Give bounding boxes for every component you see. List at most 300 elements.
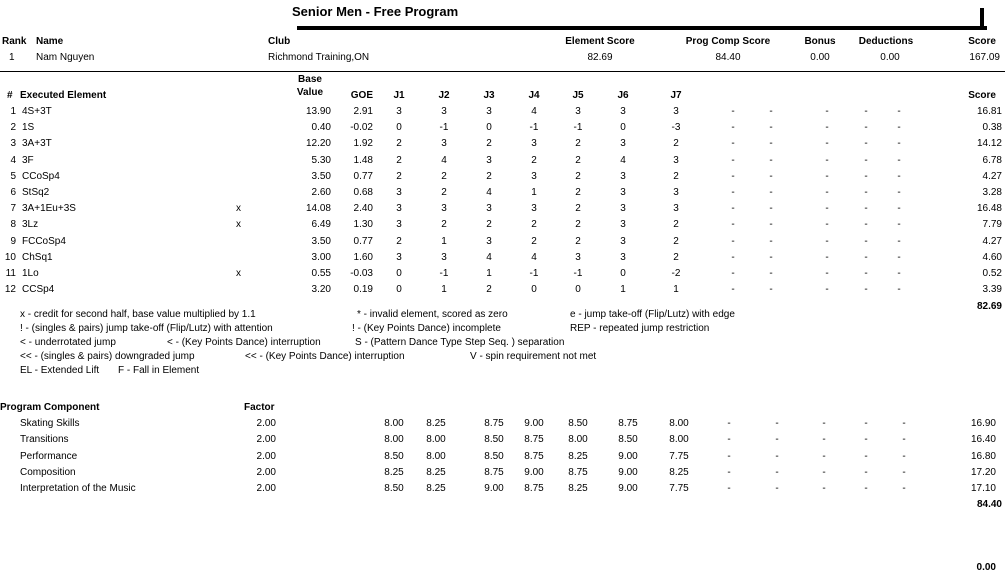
empty-judge-dash: -: [769, 268, 773, 279]
element-judge-7: 1: [673, 284, 679, 296]
element-judge-7: 3: [673, 154, 679, 166]
element-goe: 0.19: [353, 284, 373, 296]
component-factor: 2.00: [256, 450, 276, 462]
element-judge-4: 4: [531, 106, 537, 117]
empty-judge-dash: -: [864, 170, 868, 182]
legend-item: << - (singles & pairs) downgraded jump: [20, 351, 195, 362]
empty-judge-dash: -: [902, 450, 906, 462]
element-num: 6: [10, 187, 16, 198]
element-base-value: 2.60: [311, 187, 331, 198]
empty-judge-dash: -: [825, 106, 829, 117]
program-component-header: Program Component: [0, 402, 100, 413]
component-judge-7: 7.75: [669, 450, 689, 462]
element-judge-3: 2: [486, 170, 492, 182]
component-name: Transitions: [20, 434, 69, 446]
element-base-value: 13.90: [305, 106, 331, 117]
element-name: 3A+1Eu+3S: [22, 203, 76, 215]
element-judge-1: 2: [396, 138, 402, 150]
element-judge-3: 2: [486, 219, 492, 231]
element-judge-5: 0: [575, 284, 581, 296]
legend-item: * - invalid element, scored as zero: [357, 309, 508, 320]
empty-judge-dash: -: [897, 106, 901, 117]
empty-judge-dash: -: [864, 203, 868, 215]
element-judge-6: 4: [620, 154, 626, 166]
base-value-header-line1: Base: [298, 74, 322, 85]
empty-judge-dash: -: [769, 284, 773, 296]
component-judge-7: 7.75: [669, 483, 689, 495]
element-judge-1: 2: [396, 154, 402, 166]
empty-judge-dash: -: [822, 483, 826, 495]
element-name: 3Lz: [22, 219, 39, 231]
component-judge-3: 8.75: [484, 466, 504, 478]
element-num: 9: [10, 235, 16, 247]
element-judge-7: 3: [673, 203, 679, 215]
element-judge-6: 3: [620, 170, 626, 182]
empty-judge-dash: -: [775, 466, 779, 478]
empty-judge-dash: -: [825, 235, 829, 247]
element-name: StSq2: [22, 187, 50, 198]
component-judge-6: 8.75: [618, 418, 638, 429]
empty-judge-dash: -: [731, 106, 735, 117]
name-header: Name: [36, 36, 64, 47]
element-goe: 0.68: [353, 187, 373, 198]
element-judge-1: 0: [396, 268, 402, 279]
component-judge-1: 8.00: [384, 418, 404, 429]
element-judge-7: -3: [671, 122, 681, 134]
club-header: Club: [268, 36, 291, 47]
empty-judge-dash: -: [897, 170, 901, 182]
empty-judge-dash: -: [769, 106, 773, 117]
component-score: 17.10: [970, 483, 996, 495]
element-judge-4: -1: [529, 268, 539, 279]
prog-comp-score-header: Prog Comp Score: [685, 36, 771, 47]
empty-judge-dash: -: [822, 450, 826, 462]
component-judge-2: 8.25: [426, 418, 446, 429]
element-judge-5: 2: [575, 154, 581, 166]
component-factor: 2.00: [256, 483, 276, 495]
empty-judge-dash: -: [822, 466, 826, 478]
judge-header-7: J7: [670, 90, 682, 101]
empty-judge-dash: -: [769, 251, 773, 263]
header-divider: [0, 71, 1005, 72]
element-judge-4: 1: [531, 187, 537, 198]
empty-judge-dash: -: [775, 483, 779, 495]
component-judge-4: 8.75: [524, 434, 544, 446]
empty-judge-dash: -: [731, 235, 735, 247]
element-judge-5: -1: [573, 122, 583, 134]
element-judge-2: 1: [441, 284, 447, 296]
element-num: 8: [10, 219, 16, 231]
empty-judge-dash: -: [731, 122, 735, 134]
element-num: 11: [5, 268, 16, 279]
empty-judge-dash: -: [731, 251, 735, 263]
empty-judge-dash: -: [825, 251, 829, 263]
element-judge-2: 2: [441, 219, 447, 231]
component-judge-5: 8.75: [568, 466, 588, 478]
element-judge-5: 2: [575, 170, 581, 182]
component-judge-2: 8.25: [426, 483, 446, 495]
legend-item: ! - (Key Points Dance) incomplete: [352, 323, 501, 334]
component-factor: 2.00: [256, 466, 276, 478]
component-score: 16.90: [970, 418, 996, 429]
element-score: 3.28: [982, 187, 1002, 198]
element-judge-2: -1: [439, 122, 449, 134]
component-judge-2: 8.00: [426, 450, 446, 462]
element-judge-5: 2: [575, 235, 581, 247]
legend-item: < - underrotated jump: [20, 337, 116, 348]
element-name: 4S+3T: [22, 106, 52, 117]
empty-judge-dash: -: [727, 483, 731, 495]
element-judge-2: 3: [441, 251, 447, 263]
empty-judge-dash: -: [897, 284, 901, 296]
empty-judge-dash: -: [775, 434, 779, 446]
element-judge-6: 3: [620, 235, 626, 247]
element-name: 1Lo: [22, 268, 39, 279]
element-judge-4: 2: [531, 154, 537, 166]
element-judge-2: 3: [441, 203, 447, 215]
empty-judge-dash: -: [897, 122, 901, 134]
component-judge-3: 8.50: [484, 434, 504, 446]
element-base-value: 12.20: [305, 138, 331, 150]
element-num: 10: [4, 251, 16, 263]
empty-judge-dash: -: [769, 235, 773, 247]
component-name: Interpretation of the Music: [20, 483, 136, 495]
title-rule-end: [980, 8, 984, 30]
element-total: 82.69: [976, 301, 1002, 312]
empty-judge-dash: -: [897, 219, 901, 231]
element-judge-3: 2: [486, 138, 492, 150]
element-base-value: 3.00: [311, 251, 331, 263]
element-num: 3: [10, 138, 16, 150]
element-base-value: 0.40: [311, 122, 331, 134]
element-judge-6: 0: [620, 122, 626, 134]
bonus-header: Bonus: [804, 36, 836, 47]
element-judge-5: 2: [575, 138, 581, 150]
skater-element-score: 82.69: [587, 52, 613, 63]
element-second-half-mark: x: [236, 203, 241, 215]
element-judge-5: -1: [573, 268, 583, 279]
empty-judge-dash: -: [825, 170, 829, 182]
empty-judge-dash: -: [731, 138, 735, 150]
element-judge-6: 3: [620, 187, 626, 198]
element-judge-1: 3: [396, 187, 402, 198]
empty-judge-dash: -: [864, 122, 868, 134]
element-goe: 0.77: [353, 170, 373, 182]
empty-judge-dash: -: [897, 251, 901, 263]
empty-judge-dash: -: [731, 219, 735, 231]
base-value-header-line2: Value: [296, 87, 324, 98]
legend-item: EL - Extended Lift: [20, 365, 100, 376]
empty-judge-dash: -: [897, 268, 901, 279]
element-judge-2: 3: [441, 106, 447, 117]
component-score: 16.40: [970, 434, 996, 446]
element-judge-7: 3: [673, 106, 679, 117]
component-score: 17.20: [970, 466, 996, 478]
judge-header-3: J3: [483, 90, 495, 101]
component-judge-6: 9.00: [618, 466, 638, 478]
element-judge-6: 0: [620, 268, 626, 279]
element-judge-2: -1: [439, 268, 449, 279]
element-score: 4.27: [982, 235, 1002, 247]
element-name: FCCoSp4: [22, 235, 66, 247]
element-judge-1: 3: [396, 203, 402, 215]
score-header: Score: [968, 36, 996, 47]
empty-judge-dash: -: [775, 450, 779, 462]
judge-header-5: J5: [572, 90, 584, 101]
legend-item: V - spin requirement not met: [470, 351, 597, 362]
component-judge-3: 8.50: [484, 450, 504, 462]
component-judge-3: 9.00: [484, 483, 504, 495]
element-num-header: #: [7, 90, 13, 101]
component-judge-4: 8.75: [524, 450, 544, 462]
empty-judge-dash: -: [864, 235, 868, 247]
element-judge-6: 3: [620, 203, 626, 215]
element-judge-4: -1: [529, 122, 539, 134]
element-score: 3.39: [982, 284, 1002, 296]
empty-judge-dash: -: [897, 138, 901, 150]
component-judge-5: 8.00: [568, 434, 588, 446]
element-judge-4: 4: [531, 251, 537, 263]
rank-header: Rank: [2, 36, 27, 47]
deductions-header: Deductions: [858, 36, 914, 47]
element-judge-4: 0: [531, 284, 537, 296]
element-judge-1: 3: [396, 106, 402, 117]
element-num: 1: [10, 106, 16, 117]
component-judge-5: 8.25: [568, 483, 588, 495]
component-judge-1: 8.00: [384, 434, 404, 446]
empty-judge-dash: -: [864, 483, 868, 495]
element-num: 7: [10, 203, 16, 215]
empty-judge-dash: -: [864, 154, 868, 166]
empty-judge-dash: -: [825, 203, 829, 215]
empty-judge-dash: -: [727, 434, 731, 446]
skater-score: 167.09: [969, 52, 1000, 63]
empty-judge-dash: -: [731, 268, 735, 279]
empty-judge-dash: -: [825, 122, 829, 134]
element-judge-3: 3: [486, 203, 492, 215]
empty-judge-dash: -: [727, 418, 731, 429]
element-score: 7.79: [982, 219, 1002, 231]
empty-judge-dash: -: [825, 284, 829, 296]
element-judge-6: 3: [620, 138, 626, 150]
element-num: 2: [10, 122, 16, 134]
element-score: 16.48: [976, 203, 1002, 215]
skater-name: Nam Nguyen: [36, 52, 95, 63]
skater-prog-comp-score: 84.40: [715, 52, 741, 63]
empty-judge-dash: -: [897, 203, 901, 215]
element-score: 4.27: [982, 170, 1002, 182]
element-judge-2: 2: [441, 170, 447, 182]
element-base-value: 14.08: [305, 203, 331, 215]
element-base-value: 3.20: [311, 284, 331, 296]
empty-judge-dash: -: [727, 466, 731, 478]
component-judge-5: 8.25: [568, 450, 588, 462]
component-judge-4: 9.00: [524, 418, 544, 429]
component-judge-6: 9.00: [618, 450, 638, 462]
empty-judge-dash: -: [769, 219, 773, 231]
component-score: 16.80: [970, 450, 996, 462]
empty-judge-dash: -: [731, 203, 735, 215]
title-rule: [297, 26, 987, 30]
element-judge-3: 2: [486, 284, 492, 296]
component-factor: 2.00: [256, 434, 276, 446]
element-goe: 2.40: [353, 203, 373, 215]
empty-judge-dash: -: [731, 187, 735, 198]
element-num: 5: [10, 170, 16, 182]
judge-header-6: J6: [617, 90, 629, 101]
empty-judge-dash: -: [769, 122, 773, 134]
empty-judge-dash: -: [822, 434, 826, 446]
element-judge-7: 2: [673, 219, 679, 231]
element-score: 0.52: [982, 268, 1002, 279]
element-judge-3: 3: [486, 106, 492, 117]
element-num: 12: [4, 284, 16, 296]
element-base-value: 3.50: [311, 235, 331, 247]
empty-judge-dash: -: [769, 138, 773, 150]
element-goe: 2.91: [353, 106, 373, 117]
component-name: Performance: [20, 450, 78, 462]
empty-judge-dash: -: [769, 154, 773, 166]
empty-judge-dash: -: [864, 106, 868, 117]
empty-judge-dash: -: [897, 154, 901, 166]
element-name: 3A+3T: [22, 138, 52, 150]
element-judge-4: 3: [531, 138, 537, 150]
element-name: 3F: [22, 154, 34, 166]
component-judge-6: 8.50: [618, 434, 638, 446]
element-score: 0.38: [982, 122, 1002, 134]
empty-judge-dash: -: [731, 284, 735, 296]
element-name: ChSq1: [22, 251, 53, 263]
element-judge-7: 3: [673, 187, 679, 198]
element-score: 14.12: [976, 138, 1002, 150]
component-total: 84.40: [976, 499, 1002, 510]
element-judge-7: 2: [673, 138, 679, 150]
legend-item: S - (Pattern Dance Type Step Seq. ) separation: [355, 337, 565, 348]
judge-header-1: J1: [393, 90, 405, 101]
legend-item: F - Fall in Element: [118, 365, 200, 376]
empty-judge-dash: -: [864, 284, 868, 296]
empty-judge-dash: -: [769, 187, 773, 198]
element-judge-3: 1: [486, 268, 492, 279]
element-judge-5: 2: [575, 187, 581, 198]
skater-club: Richmond Training,ON: [268, 52, 370, 63]
empty-judge-dash: -: [727, 450, 731, 462]
element-name: CCSp4: [22, 284, 55, 296]
empty-judge-dash: -: [775, 418, 779, 429]
component-judge-7: 8.25: [669, 466, 689, 478]
element-score: 16.81: [976, 106, 1002, 117]
element-judge-5: 2: [575, 219, 581, 231]
element-judge-7: 2: [673, 251, 679, 263]
element-judge-3: 3: [486, 235, 492, 247]
element-judge-4: 2: [531, 219, 537, 231]
empty-judge-dash: -: [902, 483, 906, 495]
element-name: 1S: [22, 122, 35, 134]
component-judge-7: 8.00: [669, 434, 689, 446]
skater-rank: 1: [9, 52, 15, 63]
element-judge-7: -2: [671, 268, 681, 279]
component-judge-1: 8.50: [384, 483, 404, 495]
component-judge-5: 8.50: [568, 418, 588, 429]
element-base-value: 3.50: [311, 170, 331, 182]
empty-judge-dash: -: [731, 170, 735, 182]
judge-header-4: J4: [528, 90, 540, 101]
element-judge-5: 3: [575, 106, 581, 117]
empty-judge-dash: -: [864, 138, 868, 150]
element-judge-1: 2: [396, 170, 402, 182]
empty-judge-dash: -: [769, 203, 773, 215]
legend-item: REP - repeated jump restriction: [570, 323, 710, 334]
empty-judge-dash: -: [822, 418, 826, 429]
element-goe: 1.92: [353, 138, 373, 150]
empty-judge-dash: -: [825, 138, 829, 150]
skater-deductions: 0.00: [880, 52, 900, 63]
element-judge-3: 0: [486, 122, 492, 134]
element-judge-5: 2: [575, 203, 581, 215]
component-judge-4: 8.75: [524, 483, 544, 495]
component-judge-3: 8.75: [484, 418, 504, 429]
empty-judge-dash: -: [864, 466, 868, 478]
element-judge-3: 4: [486, 187, 492, 198]
empty-judge-dash: -: [864, 268, 868, 279]
component-judge-7: 8.00: [669, 418, 689, 429]
element-judge-2: 1: [441, 235, 447, 247]
element-goe: -0.03: [350, 268, 373, 279]
element-judge-6: 3: [620, 219, 626, 231]
element-judge-6: 3: [620, 106, 626, 117]
element-base-value: 6.49: [311, 219, 331, 231]
element-goe: 1.48: [353, 154, 373, 166]
empty-judge-dash: -: [731, 154, 735, 166]
element-judge-7: 2: [673, 235, 679, 247]
empty-judge-dash: -: [902, 434, 906, 446]
empty-judge-dash: -: [864, 187, 868, 198]
empty-judge-dash: -: [864, 418, 868, 429]
deductions-total: 0.00: [976, 562, 996, 573]
element-judge-2: 4: [441, 154, 447, 166]
element-judge-2: 3: [441, 138, 447, 150]
component-factor: 2.00: [256, 418, 276, 429]
empty-judge-dash: -: [825, 268, 829, 279]
element-judge-2: 2: [441, 187, 447, 198]
element-judge-1: 2: [396, 235, 402, 247]
empty-judge-dash: -: [902, 418, 906, 429]
element-score: 4.60: [982, 251, 1002, 263]
element-name: CCoSp4: [22, 170, 60, 182]
empty-judge-dash: -: [825, 187, 829, 198]
empty-judge-dash: -: [897, 235, 901, 247]
element-judge-1: 0: [396, 122, 402, 134]
component-judge-2: 8.25: [426, 466, 446, 478]
component-judge-1: 8.50: [384, 450, 404, 462]
legend-item: e - jump take-off (Flip/Lutz) with edge: [570, 309, 735, 320]
element-judge-6: 1: [620, 284, 626, 296]
skater-bonus: 0.00: [810, 52, 830, 63]
element-judge-1: 0: [396, 284, 402, 296]
element-judge-6: 3: [620, 251, 626, 263]
element-judge-3: 4: [486, 251, 492, 263]
empty-judge-dash: -: [825, 219, 829, 231]
empty-judge-dash: -: [897, 187, 901, 198]
element-judge-1: 3: [396, 251, 402, 263]
component-judge-2: 8.00: [426, 434, 446, 446]
empty-judge-dash: -: [864, 251, 868, 263]
element-goe: 1.60: [353, 251, 373, 263]
element-goe: 1.30: [353, 219, 373, 231]
element-score-col-header: Score: [968, 90, 996, 101]
element-judge-7: 2: [673, 170, 679, 182]
empty-judge-dash: -: [902, 466, 906, 478]
